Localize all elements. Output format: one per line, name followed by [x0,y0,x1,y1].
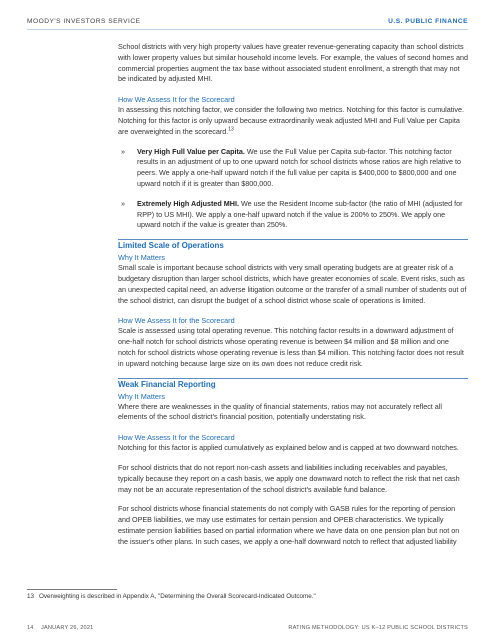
why-heading-reporting: Why It Matters [118,391,166,401]
bullet-text: We use the Resident Income sub-factor (the ratio of MHI (adjusted for RPP) to US MHI). We apply a one-half upward notch if the value is 200% to 250%. We apply one upward notch if the value is greater than 250%. [137,198,463,230]
how-paragraph-reporting-2: For school districts that do not report non-cash assets and liabilities including receivables and payables, typically because they report on a cash basis, we apply one downward notch to reflect the risk that net cash may not be an accurate representation of the school district's available fund balance. [118,462,460,494]
why-paragraph-reporting: Where there are weaknesses in the quality of financial statements, ratios may not accurately reflect all elements of the school district's financial position, potentially understating risk. [118,401,442,422]
bullet-full-value [118,147,468,190]
header-section: U.S. PUBLIC FINANCE [388,18,468,25]
footnote [27,593,316,600]
why-heading-scale: Why It Matters [118,253,166,263]
footer-document-title: RATING METHODOLOGY: US K–12 PUBLIC SCHOOL DISTRICTS [288,625,468,631]
how-heading-scale: How We Assess It for the Scorecard [118,316,235,326]
how-paragraph-reporting-3: For school districts whose financial statements do not comply with GASB rules for the reporting of pension and OPEB liabilities, we may use estimates for certain pension and OPEB characteristics. We typically estimate pension liabilities based on partial information where we have data on one pension plan but not on the issuer's other plans. In such cases, we apply a one-half downward notch to reflect that adjusted liability [118,504,460,546]
how-paragraph-scale: Scale is assessed using total operating revenue. This notching factor results in a downward adjustment of one-half notch for school districts whose operating revenue is between $4 million and $8 million and one notch for school districts whose operating revenue is less than $4 million. This notching factor does not result in upward notching because large size on its own does not reduce credit risk. [118,326,464,368]
footnote-ref[interactable]: 13 [228,126,234,133]
header-divider [27,29,468,30]
intro-paragraph: School districts with very high property values have greater revenue-generating capacity than school districts with lower property values but similar household income levels. For example, the values of second homes and commercial properties augment the tax base without associated student enrollment, a strength that may not be indicated by adjusted MHI. [118,42,468,84]
bullet-title: Extremely High Adjusted MHI. [137,198,239,208]
footer-left [27,625,93,631]
why-paragraph-scale: Small scale is important because school districts with very small operating budgets are at greater risk of a budgetary disruption than larger school districts, which have greater economies of scale. Event risks, such as an unexpected capital need, an adverse litigation outcome or the transfer of a small number of students out of the school district, can disrupt the budget of a school district whose scale of operations is limited. [118,263,467,305]
bullet-title: Very High Full Value per Capita. [137,146,245,156]
bullet-marker: » [121,198,125,208]
bullet-marker: » [121,146,125,156]
main-content [118,42,468,548]
page-number: 14 [27,625,34,631]
section-title-reporting: Weak Financial Reporting [118,379,216,389]
how-assess-heading: How We Assess It for the Scorecard [118,95,235,105]
footer-date: JANUARY 26, 2021 [41,625,94,631]
how-paragraph-reporting-1: Notching for this factor is applied cumulatively as explained below and is capped at two downward notches. [118,443,459,453]
header-publisher: MOODY'S INVESTORS SERVICE [27,18,141,25]
how-assess-paragraph [118,105,468,137]
bullet-adjusted-mhi [118,199,468,231]
section-title-scale: Limited Scale of Operations [118,241,224,251]
how-heading-reporting: How We Assess It for the Scorecard [118,433,235,443]
footnote-number: 13 [27,593,35,600]
footnote-divider [27,589,117,590]
how-assess-text: In assessing this notching factor, we consider the following two metrics. Notching for this factor is cumulative. Notching for this factor is only upward because extraordinarily weak adjusted MHI and Full Value per Capita are overweighted in the scorecard. [118,105,464,136]
footnote-text: Overweighting is described in Appendix A, "Determining the Overall Scorecard-Indicated Outcome." [39,593,316,600]
bullet-text: We use the Full Value per Capita sub-factor. This notching factor results in an adjustment of up to one upward notch for school districts whose ratios are high relative to peers. We apply a one-half upward notch if the full value per capita is $400,000 to $800,000 and one upward notch if it is greater than $800,000. [137,146,462,188]
